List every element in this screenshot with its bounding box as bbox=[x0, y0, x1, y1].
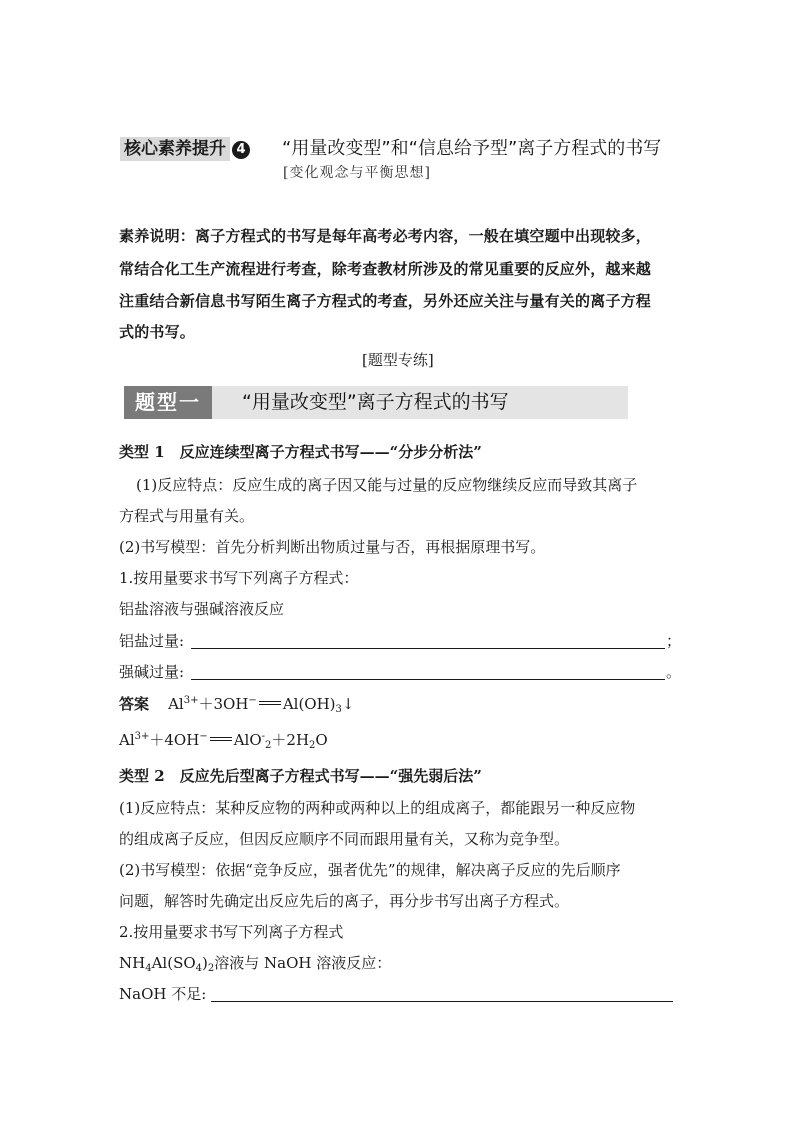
question-2: 2.按用量要求书写下列离子方程式 bbox=[119, 923, 344, 941]
type1-p2: (2)书写模型：首先分析判断出物质过量与否，再根据原理书写。 bbox=[119, 538, 546, 556]
blank2-label: 强碱过量: bbox=[119, 663, 185, 681]
type1-p1-line2: 方程式与用量有关。 bbox=[119, 507, 255, 525]
practice-label: [题型专练] bbox=[362, 351, 434, 369]
intro-line-2: 常结合化工生产流程进行考查，除考查教材所涉及的常见重要的反应外，越来越 bbox=[119, 260, 652, 278]
answer-label: 答案 bbox=[119, 695, 150, 713]
answer-2: $Al^{3+}+4OH^-$ $AlO^-_2+2H_2O$ bbox=[119, 731, 328, 751]
equals-sign bbox=[259, 701, 281, 705]
type1-heading: 类型 1 反应连续型离子方程式书写——“分步分析法” bbox=[119, 443, 482, 461]
blank2-end: 。 bbox=[666, 663, 682, 681]
answer-blank-2[interactable] bbox=[191, 679, 665, 680]
page-subtitle: [变化观念与平衡思想] bbox=[283, 165, 431, 181]
section-title: “用量改变型”离子方程式的书写 bbox=[242, 391, 509, 413]
question-1: 1.按用量要求书写下列离子方程式： bbox=[119, 569, 359, 587]
intro-line-3: 注重结合新信息书写陌生离子方程式的考查，另外还应关注与量有关的离子方程 bbox=[119, 292, 652, 310]
answer-1: 答案 $Al^{3+}+3OH^-$ $Al(OH)_3↓$ bbox=[119, 695, 355, 715]
blank1-end: ； bbox=[666, 632, 682, 650]
header-badge-text: 核心素养提升 bbox=[120, 137, 230, 161]
question-1-sub: 铝盐溶液与强碱溶液反应 bbox=[119, 600, 285, 618]
type2-p1-line2: 的组成离子反应，但因反应顺序不同而跟用量有关，又称为竞争型。 bbox=[119, 830, 570, 848]
section-banner bbox=[124, 386, 628, 419]
header-badge bbox=[120, 134, 250, 159]
question-2-sub: $NH_4Al(SO_4)_2$溶液与 NaOH 溶液反应： bbox=[119, 954, 392, 974]
type2-p1-line1: (1)反应特点：某种反应物的两种或两种以上的组成离子，都能跟另一种反应物 bbox=[119, 799, 636, 817]
blank1-label: 铝盐过量: bbox=[119, 632, 185, 650]
intro-line-4: 式的书写。 bbox=[119, 323, 196, 341]
type2-heading: 类型 2 反应先后型离子方程式书写——“强先弱后法” bbox=[119, 767, 482, 785]
type2-p2-line1: (2)书写模型：依据“竞争反应，强者优先”的规律，解决离子反应的先后顺序 bbox=[119, 861, 621, 879]
type2-p2-line2: 问题，解答时先确定出反应先后的离子，再分步书写出离子方程式。 bbox=[119, 892, 570, 910]
equals-sign bbox=[210, 737, 232, 741]
answer-blank-1[interactable] bbox=[191, 648, 665, 649]
section-tag: 题型一 bbox=[124, 386, 212, 419]
header-badge-number: 4 bbox=[232, 141, 250, 159]
type1-p1-line1: (1)反应特点：反应生成的离子因又能与过量的反应物继续反应而导致其离子 bbox=[136, 476, 638, 494]
answer-blank-3[interactable] bbox=[211, 1001, 673, 1002]
blank3-label: NaOH 不足: bbox=[119, 985, 207, 1003]
intro-line-1: 素养说明：离子方程式的书写是每年高考必考内容，一般在填空题中出现较多， bbox=[119, 227, 652, 245]
page-title: “用量改变型”和“信息给予型”离子方程式的书写 bbox=[282, 138, 662, 159]
